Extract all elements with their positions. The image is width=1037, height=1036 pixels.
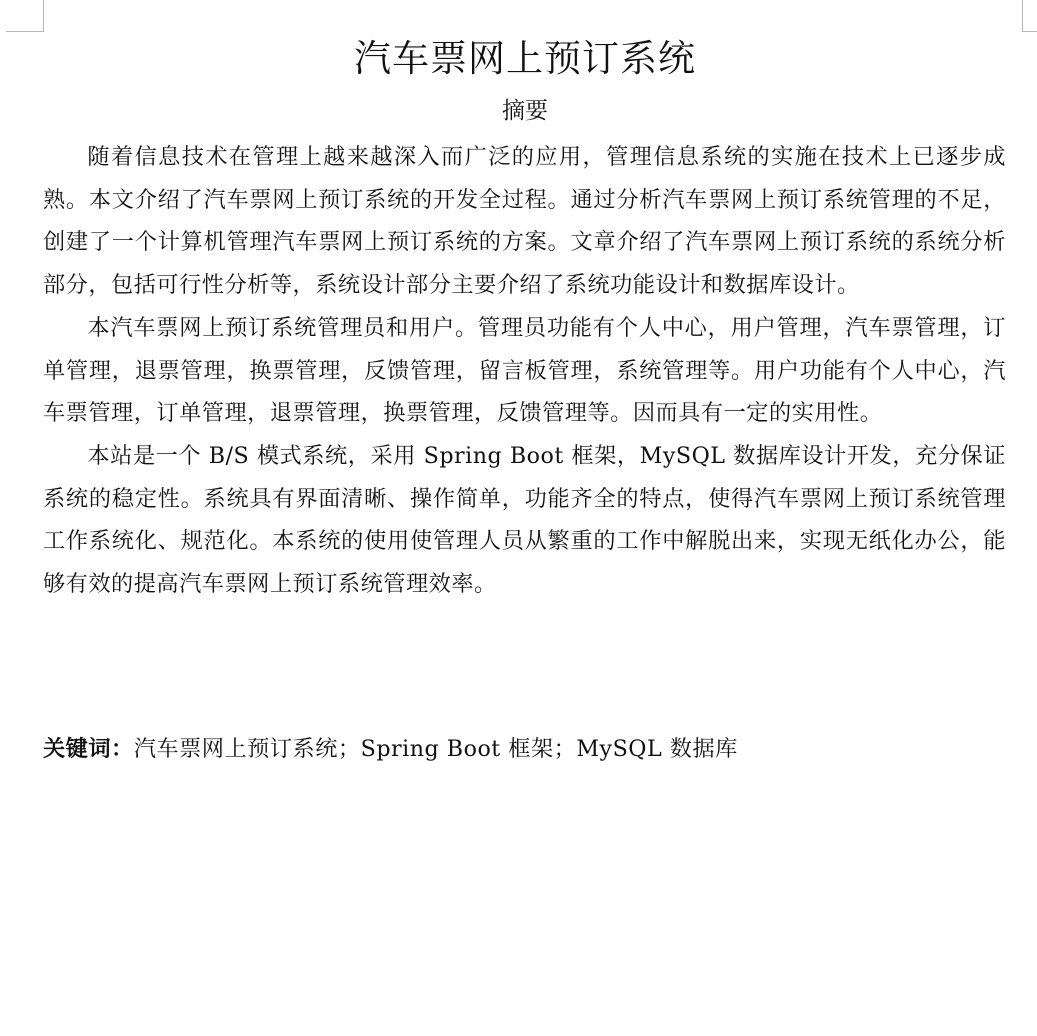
abstract-paragraph-1: 随着信息技术在管理上越来越深入而广泛的应用，管理信息系统的实施在技术上已逐步成熟。本文介绍了汽车票网上预订系统的开发全过程。通过分析汽车票网上预订系统管理的不足，创建了一个计算机管理汽车票网上预订系统的方案。文章介绍了汽车票网上预订系统的系统分析部分，包括可行性分析等，系统设计部分主要介绍了系统功能设计和数据库设计。 bbox=[43, 144, 1006, 299]
abstract-paragraph-3: 本站是一个 B/S 模式系统，采用 Spring Boot 框架，MySQL 数据库设计开发，充分保证系统的稳定性。系统具有界面清晰、操作简单，功能齐全的特点，使得汽车票网上预订系统管理工作系统化、规范化。本系统的使用使管理人员从繁重的工作中解脱出来，实现无纸化办公，能够有效的提高汽车票网上预订系统管理效率。 bbox=[43, 442, 1006, 598]
page-corner-mark-top-left bbox=[6, 0, 44, 32]
abstract-paragraph-2: 本汽车票网上预订系统管理员和用户。管理员功能有个人中心，用户管理，汽车票管理，订单管理，退票管理，换票管理，反馈管理，留言板管理，系统管理等。用户功能有个人中心，汽车票管理，订单管理，退票管理，换票管理，反馈管理等。因而具有一定的实用性。 bbox=[43, 314, 1006, 427]
page-corner-mark-top-right bbox=[1022, 0, 1037, 32]
keywords-label: 关键词： bbox=[43, 736, 134, 762]
abstract-body bbox=[43, 136, 1006, 606]
abstract-heading: 摘要 bbox=[502, 98, 548, 124]
keywords-line bbox=[43, 728, 1006, 771]
keywords-value: 汽车票网上预订系统；Spring Boot 框架；MySQL 数据库 bbox=[133, 736, 738, 762]
document-title: 汽车票网上预订系统 bbox=[354, 37, 696, 80]
